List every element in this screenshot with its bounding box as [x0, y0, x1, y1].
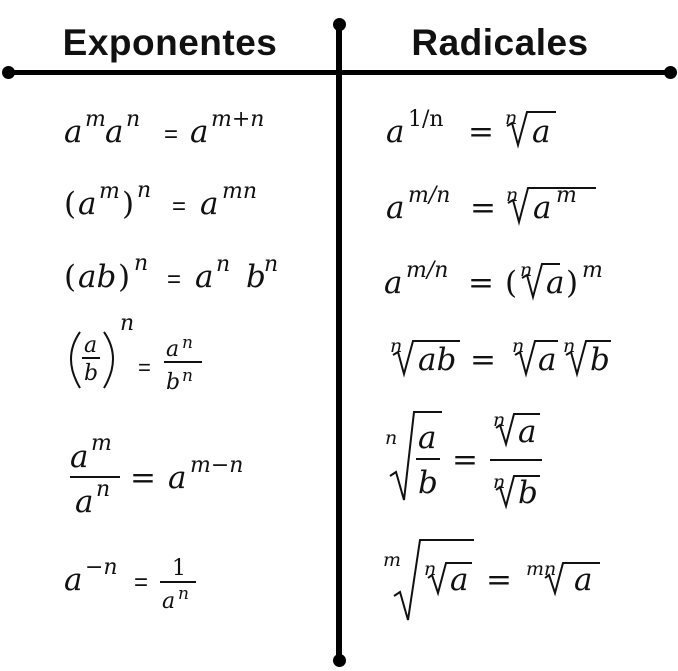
svg-text:): ) — [122, 186, 135, 222]
svg-text:=: = — [470, 190, 496, 226]
svg-text:n: n — [385, 427, 398, 449]
svg-text:mn: mn — [222, 179, 258, 204]
svg-text:n: n — [512, 335, 525, 357]
svg-text:a: a — [200, 186, 219, 222]
svg-text:a: a — [64, 114, 83, 150]
svg-text:m/n: m/n — [408, 183, 451, 208]
svg-text:a: a — [418, 420, 437, 456]
svg-text:n: n — [182, 366, 193, 386]
svg-text:a: a — [532, 114, 551, 150]
svg-text:n: n — [137, 178, 152, 203]
svg-text:b: b — [590, 342, 610, 378]
rule-power-of-power — [64, 178, 257, 222]
svg-text:a: a — [190, 114, 209, 150]
svg-text:n: n — [264, 252, 279, 277]
svg-text:n: n — [506, 184, 519, 206]
svg-text:n: n — [96, 477, 111, 502]
svg-text:n: n — [390, 335, 403, 357]
svg-text:m+n: m+n — [211, 107, 265, 132]
svg-text:n: n — [505, 107, 518, 129]
svg-text:a: a — [533, 190, 552, 226]
svg-text:a: a — [386, 190, 405, 226]
svg-text:n: n — [424, 558, 437, 580]
svg-text:a: a — [386, 114, 405, 150]
svg-text:a: a — [574, 562, 593, 598]
svg-text:=: = — [172, 193, 187, 220]
svg-text:n: n — [182, 333, 193, 353]
rule-product-of-powers — [64, 107, 264, 150]
svg-text:=: = — [167, 266, 182, 293]
svg-text:a: a — [384, 265, 403, 301]
rule-power-of-quotient — [84, 311, 193, 395]
svg-text:): ) — [566, 265, 579, 301]
svg-text:1/n: 1/n — [408, 107, 444, 132]
svg-text:n: n — [120, 311, 135, 336]
svg-text:a: a — [538, 342, 557, 378]
svg-text:n: n — [126, 107, 141, 132]
svg-text:n: n — [563, 335, 576, 357]
svg-text:): ) — [118, 259, 131, 295]
big-right-paren — [104, 332, 113, 388]
svg-text:a: a — [546, 265, 565, 301]
svg-text:a: a — [518, 414, 537, 450]
svg-text:(: ( — [505, 265, 518, 301]
svg-text:=: = — [470, 342, 496, 378]
rule-rational-exponent-power-of-root — [384, 258, 603, 301]
svg-text:=: = — [164, 121, 179, 148]
svg-text:n: n — [520, 259, 533, 281]
svg-text:n: n — [134, 251, 149, 276]
svg-text:=: = — [486, 562, 512, 598]
svg-text:=: = — [468, 114, 494, 150]
svg-text:n: n — [493, 471, 506, 493]
svg-text:=: = — [134, 569, 149, 596]
rule-power-of-product — [64, 251, 278, 295]
svg-text:=: = — [452, 442, 478, 478]
svg-text:ab: ab — [418, 342, 457, 378]
svg-text:n: n — [178, 584, 189, 604]
svg-text:−n: −n — [85, 555, 118, 580]
svg-text:a: a — [166, 337, 180, 362]
radicales-header: Radicales — [411, 22, 589, 63]
svg-text:m: m — [99, 179, 120, 204]
svg-text:a: a — [105, 114, 124, 150]
svg-text:m−n: m−n — [190, 453, 244, 478]
svg-text:m/n: m/n — [406, 258, 449, 283]
svg-text:a: a — [168, 460, 187, 496]
rule-rational-exponent-root-of-power — [386, 183, 577, 226]
svg-text:ab: ab — [78, 259, 117, 295]
svg-text:a: a — [75, 484, 94, 520]
svg-text:=: = — [468, 265, 494, 301]
rule-quotient-of-powers — [70, 431, 243, 520]
svg-text:b: b — [84, 361, 99, 386]
svg-text:=: = — [130, 460, 156, 496]
svg-text:n: n — [493, 409, 506, 431]
svg-text:m: m — [383, 549, 402, 571]
svg-text:a: a — [162, 589, 176, 614]
svg-text:mn: mn — [526, 558, 557, 580]
svg-text:b: b — [418, 465, 438, 501]
rule-negative-exponent — [64, 555, 189, 614]
svg-text:1: 1 — [172, 556, 186, 581]
svg-text:b: b — [246, 259, 266, 295]
svg-text:(: ( — [64, 186, 77, 222]
svg-text:(: ( — [64, 259, 77, 295]
svg-text:b: b — [166, 370, 181, 395]
radical-sign — [508, 188, 596, 222]
svg-text:a: a — [84, 333, 98, 358]
svg-text:m: m — [556, 183, 577, 208]
svg-text:b: b — [518, 475, 538, 511]
svg-text:a: a — [64, 562, 83, 598]
svg-text:m: m — [85, 107, 106, 132]
svg-text:n: n — [216, 252, 231, 277]
svg-text:=: = — [138, 355, 151, 380]
svg-text:a: a — [195, 259, 214, 295]
svg-text:a: a — [70, 439, 89, 475]
svg-text:a: a — [450, 562, 469, 598]
svg-text:a: a — [78, 186, 97, 222]
svg-text:m: m — [582, 258, 603, 283]
exponentes-header: Exponentes — [62, 22, 278, 63]
svg-text:m: m — [91, 431, 112, 456]
big-left-paren — [71, 332, 80, 388]
